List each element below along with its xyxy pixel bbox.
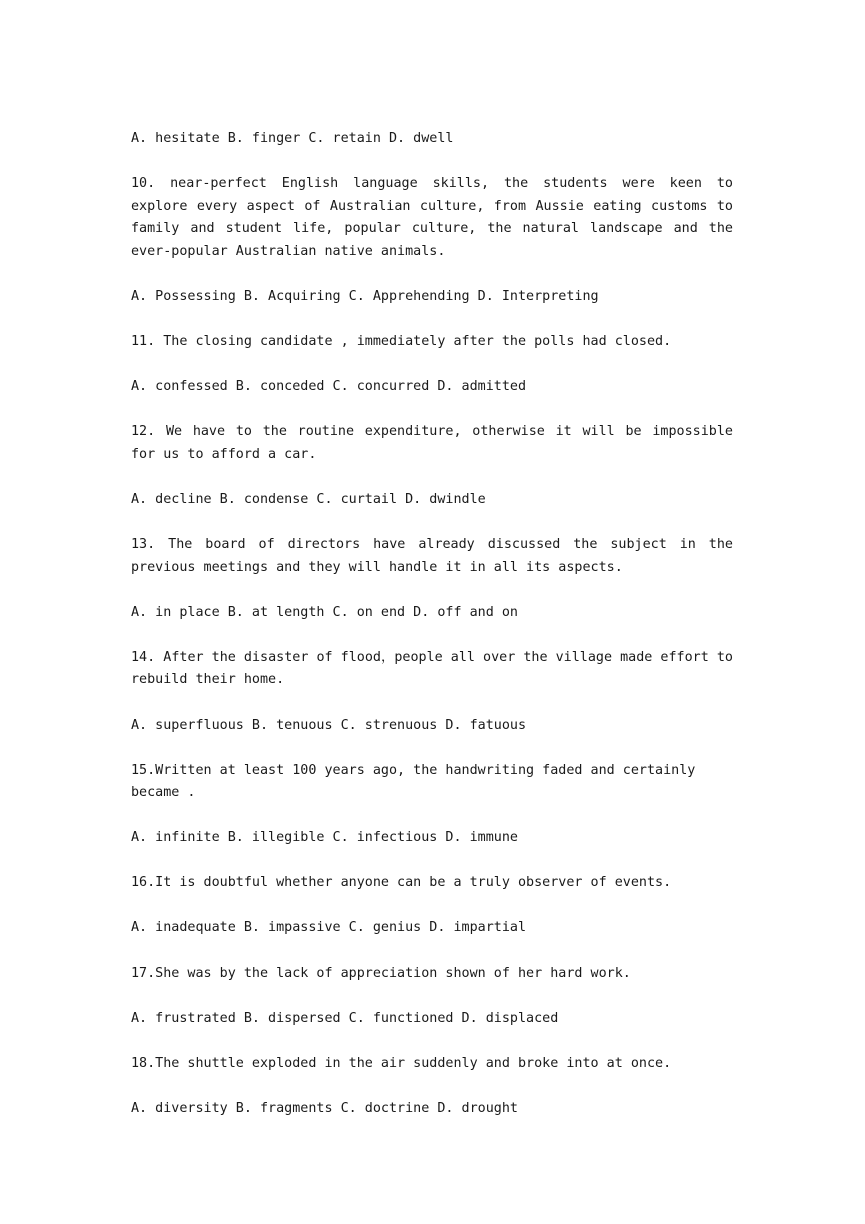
options-15: A. infinite B. illegible C. infectious D. immune [131, 830, 518, 846]
options-10: A. Possessing B. Acquiring C. Apprehending D. Interpreting [131, 288, 599, 304]
question-17: 17.She was by the lack of appreciation shown of her hard work. [131, 965, 631, 981]
document-page [131, 128, 733, 1143]
options-12: A. decline B. condense C. curtail D. dwindle [131, 491, 486, 507]
question-16: 16.It is doubtful whether anyone can be a truly observer of events. [131, 875, 672, 891]
question-10: 10. near-perfect English language skills, the students were keen to explore every aspect of Australian culture, from Aussie eating customs to family and student life, popular culture, the natural landscape and the ever-popular Australian native animals. [131, 176, 733, 259]
options-17: A. frustrated B. dispersed C. functioned D. displaced [131, 1010, 559, 1026]
options-16: A. inadequate B. impassive C. genius D. impartial [131, 920, 527, 936]
options-14: A. superfluous B. tenuous C. strenuous D. fatuous [131, 717, 527, 733]
question-18: 18.The shuttle exploded in the air suddenly and broke into at once. [131, 1055, 672, 1071]
options-18: A. diversity B. fragments C. doctrine D. drought [131, 1100, 518, 1116]
question-14: 14. After the disaster of flood，people all over the village made effort to rebuild their home. [131, 649, 733, 688]
question-12: 12. We have to the routine expenditure, otherwise it will be impossible for us to afford a car. [131, 424, 733, 462]
question-13: 13. The board of directors have already discussed the subject in the previous meetings and they will handle it in all its aspects. [131, 537, 733, 575]
question-15: 15.Written at least 100 years ago, the handwriting faded and certainly became . [131, 762, 696, 801]
options-13: A. in place B. at length C. on end D. off and on [131, 604, 518, 620]
options-9: A. hesitate B. finger C. retain D. dwell [131, 131, 454, 146]
options-11: A. confessed B. conceded C. concurred D. admitted [131, 379, 527, 395]
question-11: 11. The closing candidate , immediately after the polls had closed. [131, 334, 672, 350]
